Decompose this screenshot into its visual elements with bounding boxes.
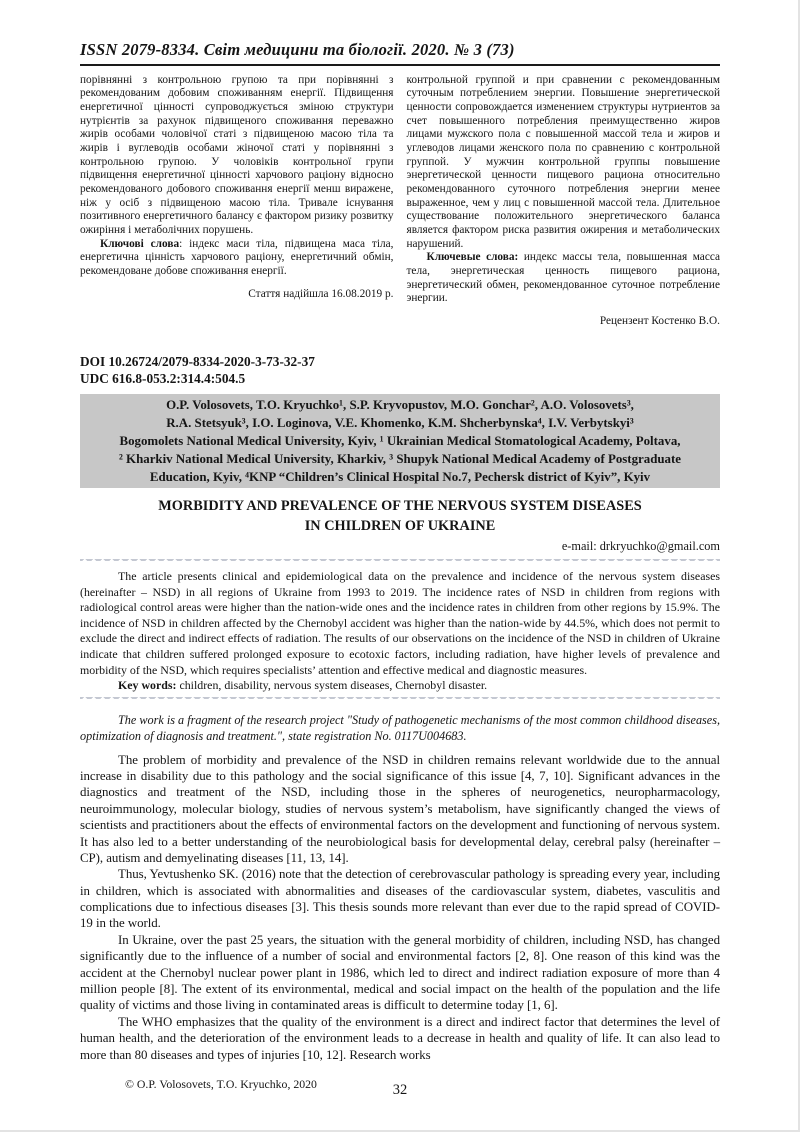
resume-ru-keywords-label: Ключевые слова: [426, 251, 519, 264]
body-paragraph-1: The problem of morbidity and prevalence of the NSD in children remains relevant worldwide due to the annual increase in disability due to this pathology and the social significance of this issue [4, 7, 10]. Significant advances in the diagnostics and treatment of the NSD, including those in the spheres of neurogenetics, neuropharmacology, neuroimmunology, molecular biology, studies of nervous system’s metabolism, have significantly changed the views of scientists and practitioners about the effects of environmental factors on the development and functioning of nervous system. It has also led to a better understanding of the neurobiological basis for developmental delay, cerebral palsy (hereinafter – CP), autism and demyelinating diseases [11, 13, 14]. [80, 752, 720, 865]
resume-ru-body: контрольной группой и при сравнении с рекомендованным суточным потреблением энергии. Повышение энергетической ценности сопровождается изменением структуры нутриентов за счет повышенного потребления преимущественно жиров лицами мужского пола с повышенной массой тела и жиров и углеводов лицами женского пола по сравнению с контрольной группой. У мужчин контрольной группы повышение энергетической ценности пищевого рациона относительно рекомендованного суточного потребления энергии менее выраженное, чем у лиц с повышенной массой тела. Длительное существование положительного энергетического баланса является фактором риска развития ожирения и метаболических нарушений. [406, 73, 720, 250]
body-paragraph-2: Thus, Yevtushenko SK. (2016) note that the detection of cerebrovascular pathology is spreading every year, including in children, which is associated with abnormalities and diseases of the cardiovascular system, diabetes, vasculitis and complications due to infectious diseases [3]. This thesis sounds more relevant than ever due to the rapid spread of COVID-19 in the world. [80, 867, 720, 931]
resume-uk-keywords-label: Ключові слова [100, 237, 180, 250]
resume-column-russian [407, 74, 721, 329]
copyright-notice: © O.P. Volosovets, T.O. Kryuchko, 2020 [125, 1076, 317, 1091]
article-title-line-2: IN CHILDREN OF UKRAINE [304, 517, 496, 534]
zigzag-divider-top [80, 559, 720, 566]
journal-issn-header: ISSN 2079-8334. Світ медицини та біології. 2020. № 3 (73) [80, 40, 720, 66]
udc-line: UDC 616.8-053.2:314.4:504.5 [80, 370, 246, 386]
research-project-note-text: The work is a fragment of the research project "Study of pathogenetic mechanisms of the most common childhood diseases, optimization of diagnosis and treatment.", state registration No. 0117U004683. [80, 712, 720, 743]
research-project-note [80, 713, 720, 745]
english-abstract [80, 569, 720, 694]
body-paragraph-4: The WHO emphasizes that the quality of the environment is a direct and indirect factor that determines the level of human health, and the deterioration of the environment leads to a decrease in health and quality of life. It can also lead to more than 80 diseases and types of injuries [10, 12]. Research works [80, 1014, 720, 1062]
author-line-1: O.P. Volosovets, T.O. Kryuchko¹, S.P. Kryvopustov, M.O. Gonchar², A.O. Volosovets³, [166, 398, 634, 413]
resume-column-ukrainian [80, 74, 394, 329]
contact-email: e-mail: drkryuchko@gmail.com [561, 539, 720, 554]
authors-block [80, 394, 720, 488]
resume-columns [80, 74, 720, 329]
resume-ru-reviewer: Рецензент Костенко В.О. [599, 314, 720, 327]
body-paragraph-3: In Ukraine, over the past 25 years, the situation with the general morbidity of children, including NSD, has changed significantly due to the influence of a number of social and environmental factors [2, 8]. One reason of this kind was the accident at the Chernobyl nuclear power plant in 1986, which led to direct and indirect radiation exposure of more than 4 million people [8]. The extent of its environmental, medical and social impact on the health of the population and the life quality of victims and those living in contaminated areas is difficult to determine today [1, 6]. [80, 932, 720, 1013]
zigzag-divider-bottom [80, 697, 720, 704]
resume-uk-keywords-text: : індекс маси тіла, підвищена маса тіла, енергетична цінність харчового раціону, енергетичний обмін, рекомендоване добове споживання енергії. [80, 237, 394, 277]
doi-line: DOI 10.26724/2079-8334-2020-3-73-32-37 [80, 353, 315, 369]
resume-uk-keywords [80, 238, 394, 279]
abstract-body: The article presents clinical and epidemiological data on the prevalence and incidence of the nervous system diseases (hereinafter – NSD) in all regions of Ukraine from 1993 to 2019. The incidence rates of NSD in children from regions with radiological control areas were higher than the nation-wide ones and the incidence rates in children from other regions by 15.9%. The incidence of NSD in children affected by the Chernobyl accident was higher than the nation-wide by 44.5%, which does not permit to exclude the direct and indirect effects of radiation. The results of our observations on the incidence of the NSD in children of Ukraine indicate that children suffered prolonged exposure to ecotoxic factors, including radiation, have higher levels of prevalence and morbidity of the NSD, which requires specialists’ attention and effective medical and diagnostic measures. [80, 569, 720, 677]
abstract-keywords-text: children, disability, nervous system diseases, Chernobyl disaster. [176, 678, 488, 693]
article-title [80, 497, 720, 536]
page-number: 32 [392, 1081, 408, 1098]
resume-ru-keywords [407, 251, 721, 306]
resume-ru-keywords-text: индекс массы тела, повышенная масса тела, энергетическая ценность пищевого рациона, энергетический обмен, рекомендованное суточное потребление энергии. [406, 251, 721, 305]
affiliation-line-1: Bogomolets National Medical University, Kyiv, ¹ Ukrainian Medical Stomatological Academy, Poltava, [119, 434, 681, 449]
affiliation-line-3: Education, Kyiv, ⁴KNP “Children’s Clinical Hospital No.7, Pechersk district of Kyiv”, Kyiv [149, 470, 651, 485]
abstract-keywords-label: Key words: [118, 678, 177, 693]
resume-uk-body: порівнянні з контрольною групою та при порівнянні з рекомендованим добовим споживанням енергії. Підвищення енергетичної цінності супроводжується зміною структури нутрієнтів за рахунок підвищеного споживання переважно жирів особами чоловічої статі з підвищеною масою тіла та жирів і вуглеводів особами жіночої статі у порівнянні з контрольною групою. У чоловіків контрольної групи підвищення енергетичної цінності харчового раціону відносно рекомендованого добового споживання енергії менш виражене, ніж у осіб з підвищеною масою тіла. Тривале існування позитивного енергетичного балансу є фактором ризику розвитку ожиріння і метаболічних порушень. [80, 73, 394, 237]
page-footer [80, 1075, 720, 1109]
abstract-keywords [80, 678, 720, 694]
identifier-block [80, 353, 720, 388]
affiliation-line-2: ² Kharkiv National Medical University, Kharkiv, ³ Shupyk National Medical Academy of Postgraduate [118, 452, 682, 467]
author-line-2: R.A. Stetsyuk³, I.O. Loginova, V.E. Khomenko, K.M. Shcherbynska⁴, I.V. Verbytskyi³ [166, 416, 634, 431]
article-title-line-1: MORBIDITY AND PREVALENCE OF THE NERVOUS SYSTEM DISEASES [158, 498, 642, 515]
resume-uk-received-date: Стаття надійшла 16.08.2019 р. [248, 287, 394, 300]
article-body [80, 752, 720, 1063]
